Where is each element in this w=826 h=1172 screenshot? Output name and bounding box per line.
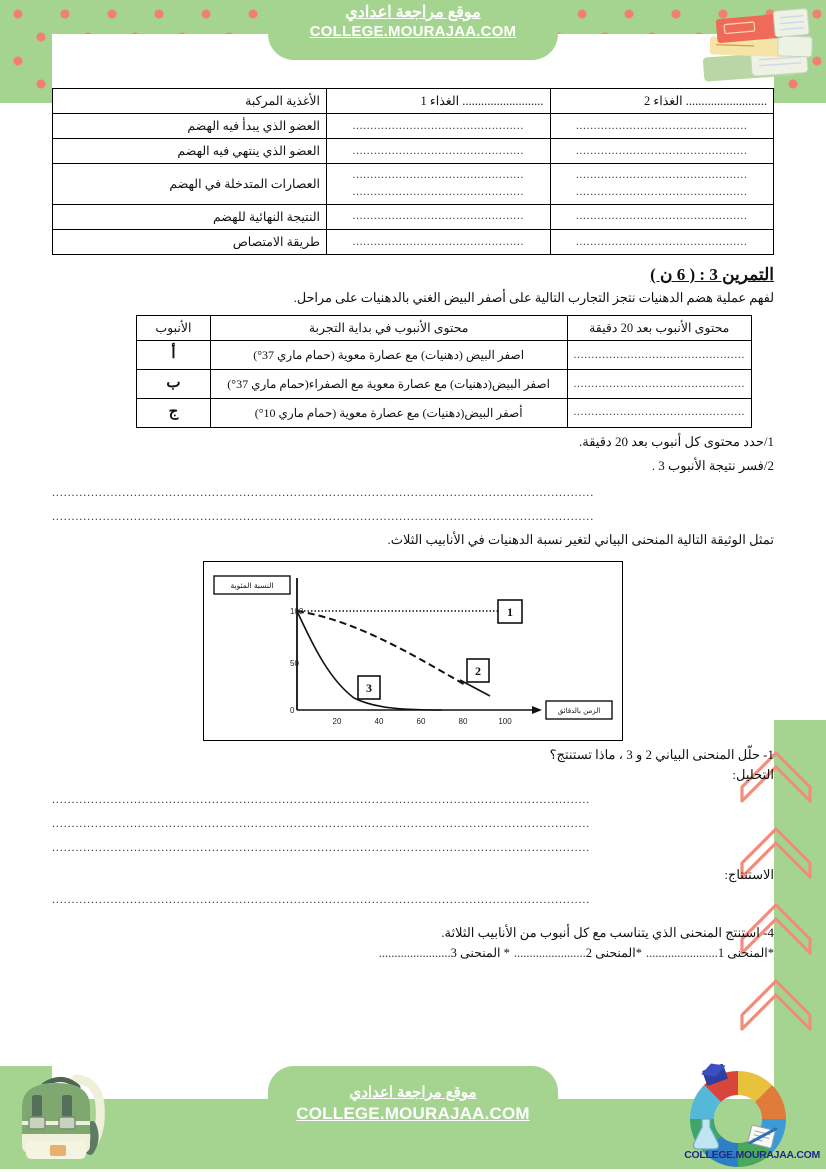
table1-r0-label: العضو الذي يبدأ فيه الهضم bbox=[53, 114, 327, 139]
curve-3-label: * المنحنى 3 bbox=[450, 945, 510, 960]
table1-h-mid-label: الغذاء 1 bbox=[420, 94, 460, 108]
curve-3-dots: ....................... bbox=[378, 945, 451, 960]
table-row bbox=[53, 89, 774, 114]
table-row bbox=[53, 229, 774, 254]
dots-fill: ................................................ bbox=[352, 144, 525, 157]
tubes-table-wrapper bbox=[136, 315, 752, 427]
backpack-icon bbox=[4, 1063, 124, 1167]
svg-text:3: 3 bbox=[366, 680, 372, 695]
curve-1-answer-slot[interactable] bbox=[646, 945, 774, 961]
tubes-experiment-table bbox=[136, 315, 752, 427]
svg-text:1: 1 bbox=[507, 604, 513, 619]
table1-r0-mid-blank[interactable] bbox=[327, 114, 551, 139]
conclusion-blank[interactable]: .......................................................................................................................................... bbox=[52, 891, 591, 906]
table1-r4-label: طريقة الامتصاص bbox=[53, 229, 327, 254]
answer-blank-1[interactable]: ........................................................................................................................................... bbox=[52, 484, 595, 499]
question-2: 2/فسر نتيجة الأنبوب 3 . bbox=[651, 457, 774, 473]
table2-r1-content: اصفر البيض(دهنيات) مع عصارة معوية مع الصفراء(حمام ماري 37°) bbox=[210, 370, 567, 399]
footer-brand-tab bbox=[268, 1066, 558, 1126]
dots-fill-2: ................................................ bbox=[575, 186, 748, 199]
table2-r0-result[interactable] bbox=[567, 341, 752, 370]
curve-2-label: *المنحنى 2 bbox=[585, 945, 642, 960]
lipid-percentage-chart bbox=[203, 561, 623, 741]
compound-foods-table-wrapper bbox=[52, 88, 774, 255]
dots-fill: ................................................ bbox=[575, 235, 748, 248]
brand-name-arabic: موقع مراجعة اعدادي bbox=[345, 4, 481, 21]
curve-2-answer-slot[interactable] bbox=[514, 945, 642, 961]
svg-text:النسبة المئوية: النسبة المئوية bbox=[230, 580, 274, 590]
table2-header-tube: الأنبوب bbox=[137, 316, 211, 341]
conclusion-label: الاستنتاج: bbox=[724, 866, 774, 882]
table-row bbox=[53, 139, 774, 164]
table-row bbox=[137, 398, 752, 427]
table2-header-start: محتوى الأنبوب في بداية التجربة bbox=[210, 316, 567, 341]
table1-r0-left-blank[interactable] bbox=[550, 114, 774, 139]
table1-r3-left-blank[interactable] bbox=[550, 204, 774, 229]
dots-fill: ................................................ bbox=[575, 144, 748, 157]
brand-url: COLLEGE.MOURAJAA.COM bbox=[309, 23, 517, 40]
table1-r3-mid-blank[interactable] bbox=[327, 204, 551, 229]
dots-fill: ................................................ bbox=[575, 169, 748, 182]
analysis-blank-3[interactable]: .......................................................................................................................................... bbox=[52, 839, 591, 854]
table2-r0-content: اصفر البيض (دهنيات) مع عصارة معوية (حمام ماري 37°) bbox=[210, 341, 567, 370]
table1-h-left-label: الغذاء 2 bbox=[644, 94, 683, 108]
dots-fill: ................................................ bbox=[573, 377, 745, 390]
svg-text:50: 50 bbox=[290, 658, 299, 668]
table2-r1-result[interactable] bbox=[567, 370, 752, 399]
table2-r2-tube: ج bbox=[137, 398, 211, 427]
svg-text:100: 100 bbox=[290, 606, 304, 616]
table1-header-food2 bbox=[550, 89, 774, 114]
svg-text:0: 0 bbox=[290, 705, 295, 715]
table1-r3-label: النتيجة النهائية للهضم bbox=[53, 204, 327, 229]
table1-h-left-dots: .......................... bbox=[685, 94, 767, 108]
curve-1-dots: ....................... bbox=[645, 945, 718, 960]
question-4: 4- استنتج المنحنى الذي يتناسب مع كل أنبوب من الأنابيب الثلاثة. bbox=[441, 924, 774, 940]
table-row bbox=[53, 204, 774, 229]
svg-text:40: 40 bbox=[374, 716, 384, 726]
dots-fill-2: ................................................ bbox=[352, 186, 525, 199]
table-row bbox=[53, 114, 774, 139]
question-3: 1- حلّل المنحنى البياني 2 و 3 ، ماذا تستنتج؟ bbox=[549, 746, 774, 762]
table1-r1-mid-blank[interactable] bbox=[327, 139, 551, 164]
footer-brand-name-arabic: موقع مراجعة اعدادي bbox=[349, 1085, 477, 1101]
question-1: 1/حدد محتوى كل أنبوب بعد 20 دقيقة. bbox=[578, 433, 774, 449]
svg-text:100: 100 bbox=[498, 716, 512, 726]
dots-fill: ................................................ bbox=[352, 119, 525, 132]
table1-r4-left-blank[interactable] bbox=[550, 229, 774, 254]
svg-text:80: 80 bbox=[458, 716, 468, 726]
exercise-title: التمرين 3 : ( 6 ن ) bbox=[650, 264, 774, 284]
dots-fill: ................................................ bbox=[575, 210, 748, 223]
table2-r2-content: أصفر البيض(دهنيات) مع عصارة معوية (حمام ماري 10°) bbox=[210, 398, 567, 427]
footer-brand-url: COLLEGE.MOURAJAA.COM bbox=[296, 1103, 530, 1123]
dots-fill: ................................................ bbox=[352, 235, 525, 248]
table1-r1-left-blank[interactable] bbox=[550, 139, 774, 164]
table-row bbox=[137, 316, 752, 341]
table1-r2-left-blank[interactable] bbox=[550, 164, 774, 204]
answer-blank-2[interactable]: ........................................................................................................................................... bbox=[52, 508, 595, 523]
analysis-blank-2[interactable]: .......................................................................................................................................... bbox=[52, 815, 591, 830]
books-stack-icon bbox=[692, 2, 818, 88]
table1-r2-label: العصارات المتدخلة في الهضم bbox=[53, 164, 327, 204]
worksheet-content bbox=[52, 80, 774, 961]
svg-text:2: 2 bbox=[475, 663, 481, 678]
svg-text:الزمن بالدقائق: الزمن بالدقائق bbox=[557, 706, 601, 715]
table2-r2-result[interactable] bbox=[567, 398, 752, 427]
compound-foods-table bbox=[52, 88, 774, 255]
analysis-label: التحليل: bbox=[732, 766, 774, 782]
svg-text:20: 20 bbox=[332, 716, 342, 726]
exercise-intro-text: لفهم عملية هضم الدهنيات نتجز التجارب التالية على أصفر البيض الغني بالدهنيات على مراحل. bbox=[293, 290, 774, 305]
table1-r4-mid-blank[interactable] bbox=[327, 229, 551, 254]
dots-fill: ................................................ bbox=[573, 406, 745, 419]
table1-r1-label: العضو الذي ينتهي فيه الهضم bbox=[53, 139, 327, 164]
analysis-blank-1[interactable]: .......................................................................................................................................... bbox=[52, 791, 591, 806]
table-row bbox=[137, 341, 752, 370]
curve-3-answer-slot[interactable] bbox=[379, 945, 510, 961]
table-row bbox=[137, 370, 752, 399]
footer-watermark-url: COLLEGE.MOURAJAA.COM bbox=[684, 1149, 820, 1161]
dots-fill: ................................................ bbox=[575, 119, 748, 132]
table-row bbox=[53, 164, 774, 204]
dots-fill: ................................................ bbox=[352, 169, 525, 182]
table1-h-mid-dots: .......................... bbox=[462, 94, 544, 108]
table2-header-after: محتوى الأنبوب بعد 20 دقيقة bbox=[567, 316, 752, 341]
dots-fill: ................................................ bbox=[573, 348, 745, 361]
document-intro-text: تمثل الوثيقة التالية المنحنى البياني لتغير نسبة الدهنيات في الأنابيب الثلاث. bbox=[387, 531, 774, 547]
dots-fill: ................................................ bbox=[352, 210, 525, 223]
curve-matching-answers bbox=[52, 945, 774, 961]
table2-r1-tube: ب bbox=[137, 370, 211, 399]
table2-r0-tube: أ bbox=[137, 341, 211, 370]
table1-header-category: الأغذية المركبة bbox=[53, 89, 327, 114]
curve-2-dots: ....................... bbox=[513, 945, 586, 960]
header-brand-tab bbox=[268, 0, 558, 60]
curve-1-label: *المنحنى 1 bbox=[717, 945, 774, 960]
table1-header-food1 bbox=[327, 89, 551, 114]
left-page-rail bbox=[0, 103, 52, 1066]
svg-text:60: 60 bbox=[416, 716, 426, 726]
table1-r2-mid-blank[interactable] bbox=[327, 164, 551, 204]
